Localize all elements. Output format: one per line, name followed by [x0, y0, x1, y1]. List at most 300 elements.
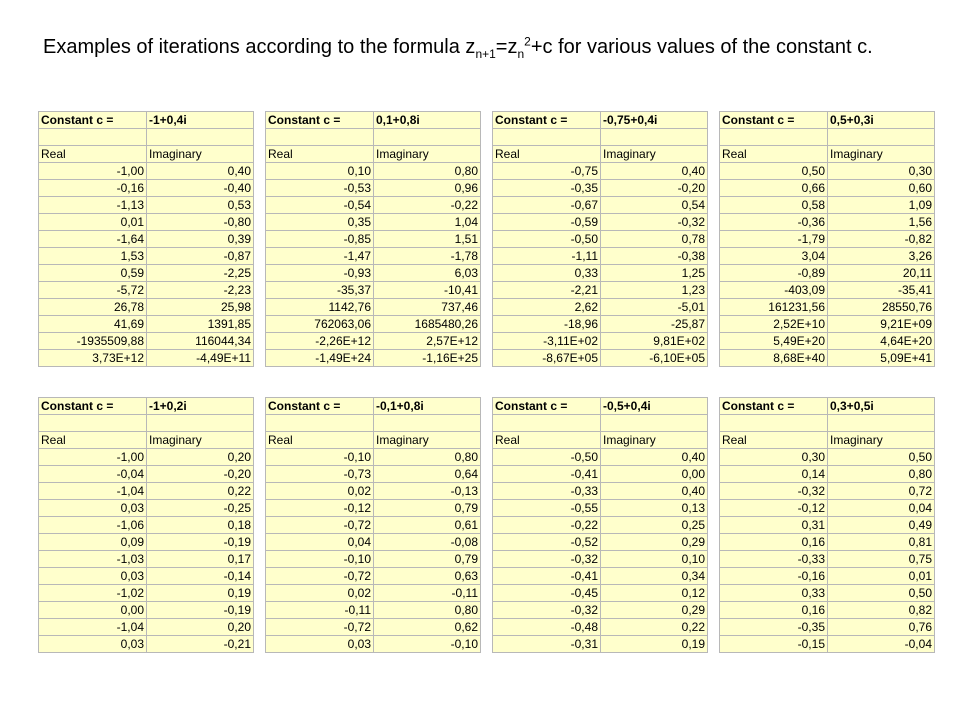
imaginary-value-cell[interactable]: 0,00 — [601, 466, 708, 483]
real-value-cell[interactable]: -8,67E+05 — [493, 350, 601, 367]
real-value-cell[interactable]: -0,16 — [720, 568, 828, 585]
imaginary-value-cell[interactable]: 28550,76 — [828, 299, 935, 316]
imaginary-value-cell[interactable]: 2,57E+12 — [374, 333, 481, 350]
real-value-cell[interactable]: -0,10 — [266, 449, 374, 466]
imaginary-value-cell[interactable]: 0,80 — [374, 449, 481, 466]
real-value-cell[interactable]: -0,31 — [493, 636, 601, 653]
real-value-cell[interactable]: -403,09 — [720, 282, 828, 299]
real-value-cell[interactable]: 0,14 — [720, 466, 828, 483]
imaginary-value-cell[interactable]: 0,78 — [601, 231, 708, 248]
real-value-cell[interactable]: 0,01 — [39, 214, 147, 231]
table-row — [493, 466, 708, 483]
imaginary-value-cell[interactable]: -5,01 — [601, 299, 708, 316]
table-row — [720, 636, 935, 653]
table-row — [493, 585, 708, 602]
table-row — [39, 483, 254, 500]
imaginary-value-cell[interactable]: 0,82 — [828, 602, 935, 619]
imaginary-header-cell[interactable]: Imaginary — [147, 432, 254, 449]
constant-value-cell[interactable]: -1+0,4i — [147, 112, 254, 129]
real-value-cell[interactable]: 0,10 — [266, 163, 374, 180]
imaginary-value-cell[interactable]: 0,40 — [147, 163, 254, 180]
real-value-cell[interactable]: 8,68E+40 — [720, 350, 828, 367]
imaginary-value-cell[interactable]: 0,40 — [601, 449, 708, 466]
imaginary-value-cell[interactable]: 5,09E+41 — [828, 350, 935, 367]
real-value-cell[interactable]: 0,16 — [720, 534, 828, 551]
imaginary-value-cell[interactable]: 9,21E+09 — [828, 316, 935, 333]
real-value-cell[interactable]: 26,78 — [39, 299, 147, 316]
imaginary-value-cell[interactable]: -2,25 — [147, 265, 254, 282]
real-value-cell[interactable]: -0,32 — [720, 483, 828, 500]
table-row — [720, 248, 935, 265]
real-value-cell[interactable]: -1,47 — [266, 248, 374, 265]
imaginary-value-cell[interactable]: -0,82 — [828, 231, 935, 248]
imaginary-value-cell[interactable]: 0,40 — [601, 163, 708, 180]
empty-cell[interactable] — [493, 415, 601, 432]
imaginary-value-cell[interactable]: 0,80 — [374, 602, 481, 619]
imaginary-value-cell[interactable]: 0,25 — [601, 517, 708, 534]
real-value-cell[interactable]: 0,50 — [720, 163, 828, 180]
real-value-cell[interactable]: 3,04 — [720, 248, 828, 265]
real-header-cell[interactable]: Real — [39, 146, 147, 163]
table-row — [493, 500, 708, 517]
imaginary-value-cell[interactable]: 0,22 — [601, 619, 708, 636]
imaginary-value-cell[interactable]: -0,25 — [147, 500, 254, 517]
real-value-cell[interactable]: 0,03 — [39, 636, 147, 653]
table-row — [39, 163, 254, 180]
real-value-cell[interactable]: 0,59 — [39, 265, 147, 282]
imaginary-value-cell[interactable]: 0,60 — [828, 180, 935, 197]
imaginary-value-cell[interactable]: 3,26 — [828, 248, 935, 265]
imaginary-value-cell[interactable]: 0,64 — [374, 466, 481, 483]
table-row — [39, 214, 254, 231]
constant-label-cell[interactable]: Constant c = — [720, 398, 828, 415]
imaginary-value-cell[interactable]: 0,29 — [601, 534, 708, 551]
imaginary-value-cell[interactable]: -4,49E+11 — [147, 350, 254, 367]
imaginary-value-cell[interactable]: 0,50 — [828, 585, 935, 602]
real-value-cell[interactable]: -0,50 — [493, 231, 601, 248]
constant-value-cell[interactable]: 0,1+0,8i — [374, 112, 481, 129]
constant-value-cell[interactable]: -0,5+0,4i — [601, 398, 708, 415]
constant-row — [720, 398, 935, 415]
table-row — [39, 449, 254, 466]
imaginary-value-cell[interactable]: 0,63 — [374, 568, 481, 585]
real-value-cell[interactable]: -0,33 — [493, 483, 601, 500]
imaginary-value-cell[interactable]: 4,64E+20 — [828, 333, 935, 350]
real-value-cell[interactable]: -1,06 — [39, 517, 147, 534]
real-value-cell[interactable]: -1,64 — [39, 231, 147, 248]
imaginary-value-cell[interactable]: -0,11 — [374, 585, 481, 602]
imaginary-value-cell[interactable]: -0,21 — [147, 636, 254, 653]
constant-label-cell[interactable]: Constant c = — [39, 398, 147, 415]
imaginary-header-cell[interactable]: Imaginary — [828, 432, 935, 449]
real-value-cell[interactable]: -0,11 — [266, 602, 374, 619]
table-row — [39, 534, 254, 551]
table-row — [39, 180, 254, 197]
real-value-cell[interactable]: -2,21 — [493, 282, 601, 299]
real-value-cell[interactable]: -1,00 — [39, 449, 147, 466]
imaginary-value-cell[interactable]: -25,87 — [601, 316, 708, 333]
real-value-cell[interactable]: -0,59 — [493, 214, 601, 231]
real-value-cell[interactable]: -0,32 — [493, 551, 601, 568]
real-value-cell[interactable]: -0,72 — [266, 517, 374, 534]
imaginary-value-cell[interactable]: -2,23 — [147, 282, 254, 299]
imaginary-value-cell[interactable]: 0,53 — [147, 197, 254, 214]
constant-row — [39, 112, 254, 129]
imaginary-value-cell[interactable]: 0,80 — [374, 163, 481, 180]
imaginary-header-cell[interactable]: Imaginary — [147, 146, 254, 163]
imaginary-value-cell[interactable]: 0,75 — [828, 551, 935, 568]
real-value-cell[interactable]: 0,02 — [266, 483, 374, 500]
imaginary-value-cell[interactable]: 1,23 — [601, 282, 708, 299]
real-value-cell[interactable]: -1,79 — [720, 231, 828, 248]
table-row — [720, 333, 935, 350]
empty-cell[interactable] — [828, 415, 935, 432]
imaginary-value-cell[interactable]: 1,51 — [374, 231, 481, 248]
imaginary-value-cell[interactable]: -1,16E+25 — [374, 350, 481, 367]
real-value-cell[interactable]: -5,72 — [39, 282, 147, 299]
imaginary-value-cell[interactable]: 0,34 — [601, 568, 708, 585]
iteration-table — [38, 397, 254, 653]
table-row — [720, 231, 935, 248]
real-value-cell[interactable]: -1,49E+24 — [266, 350, 374, 367]
imaginary-value-cell[interactable]: -0,19 — [147, 602, 254, 619]
real-value-cell[interactable]: 0,02 — [266, 585, 374, 602]
constant-value-cell[interactable]: -0,1+0,8i — [374, 398, 481, 415]
imaginary-value-cell[interactable]: 1,25 — [601, 265, 708, 282]
empty-cell[interactable] — [147, 129, 254, 146]
table-row — [39, 231, 254, 248]
column-header-row — [39, 432, 254, 449]
table-row — [720, 197, 935, 214]
real-value-cell[interactable]: -0,72 — [266, 619, 374, 636]
empty-cell[interactable] — [39, 415, 147, 432]
iteration-table — [265, 111, 481, 367]
real-value-cell[interactable]: -0,67 — [493, 197, 601, 214]
imaginary-value-cell[interactable]: 0,80 — [828, 466, 935, 483]
imaginary-value-cell[interactable]: 1,09 — [828, 197, 935, 214]
table-row — [266, 350, 481, 367]
real-value-cell[interactable]: 0,30 — [720, 449, 828, 466]
real-header-cell[interactable]: Real — [493, 432, 601, 449]
imaginary-value-cell[interactable]: -0,87 — [147, 248, 254, 265]
real-value-cell[interactable]: -0,12 — [266, 500, 374, 517]
empty-cell[interactable] — [147, 415, 254, 432]
real-header-cell[interactable]: Real — [39, 432, 147, 449]
real-value-cell[interactable]: -0,53 — [266, 180, 374, 197]
imaginary-header-cell[interactable]: Imaginary — [374, 432, 481, 449]
imaginary-value-cell[interactable]: 0,13 — [601, 500, 708, 517]
real-value-cell[interactable]: 0,35 — [266, 214, 374, 231]
real-value-cell[interactable]: -0,41 — [493, 466, 601, 483]
table-row — [720, 282, 935, 299]
real-value-cell[interactable]: 0,33 — [493, 265, 601, 282]
real-header-cell[interactable]: Real — [266, 432, 374, 449]
iteration-table — [38, 111, 254, 367]
constant-value-cell[interactable]: 0,5+0,3i — [828, 112, 935, 129]
constant-value-cell[interactable]: -1+0,2i — [147, 398, 254, 415]
imaginary-value-cell[interactable]: 25,98 — [147, 299, 254, 316]
constant-value-cell[interactable]: -0,75+0,4i — [601, 112, 708, 129]
real-value-cell[interactable]: -0,89 — [720, 265, 828, 282]
iteration-table — [492, 397, 708, 653]
real-value-cell[interactable]: -1,03 — [39, 551, 147, 568]
real-value-cell[interactable]: -1935509,88 — [39, 333, 147, 350]
imaginary-value-cell[interactable]: -35,41 — [828, 282, 935, 299]
real-value-cell[interactable]: -35,37 — [266, 282, 374, 299]
empty-cell[interactable] — [266, 415, 374, 432]
imaginary-value-cell[interactable]: 0,10 — [601, 551, 708, 568]
imaginary-value-cell[interactable]: 6,03 — [374, 265, 481, 282]
empty-cell[interactable] — [601, 129, 708, 146]
imaginary-value-cell[interactable]: -0,14 — [147, 568, 254, 585]
table-row — [493, 180, 708, 197]
imaginary-value-cell[interactable]: -0,10 — [374, 636, 481, 653]
empty-cell[interactable] — [601, 415, 708, 432]
imaginary-value-cell[interactable]: 0,49 — [828, 517, 935, 534]
imaginary-value-cell[interactable]: -0,19 — [147, 534, 254, 551]
iteration-table — [719, 397, 935, 653]
imaginary-value-cell[interactable]: 0,22 — [147, 483, 254, 500]
real-value-cell[interactable]: 762063,06 — [266, 316, 374, 333]
real-value-cell[interactable]: -1,02 — [39, 585, 147, 602]
imaginary-value-cell[interactable]: -0,38 — [601, 248, 708, 265]
column-header-row — [720, 146, 935, 163]
real-value-cell[interactable]: -0,72 — [266, 568, 374, 585]
imaginary-value-cell[interactable]: 0,79 — [374, 500, 481, 517]
imaginary-value-cell[interactable]: 0,29 — [601, 602, 708, 619]
imaginary-value-cell[interactable]: -0,22 — [374, 197, 481, 214]
real-value-cell[interactable]: -1,00 — [39, 163, 147, 180]
table-row — [266, 585, 481, 602]
real-value-cell[interactable]: -0,35 — [720, 619, 828, 636]
table-row — [720, 466, 935, 483]
real-value-cell[interactable]: 5,49E+20 — [720, 333, 828, 350]
imaginary-value-cell[interactable]: 0,20 — [147, 449, 254, 466]
real-value-cell[interactable]: 3,73E+12 — [39, 350, 147, 367]
real-header-cell[interactable]: Real — [720, 146, 828, 163]
real-value-cell[interactable]: -0,10 — [266, 551, 374, 568]
empty-row — [266, 415, 481, 432]
imaginary-value-cell[interactable]: 1391,85 — [147, 316, 254, 333]
imaginary-value-cell[interactable]: 0,01 — [828, 568, 935, 585]
constant-label-cell[interactable]: Constant c = — [493, 398, 601, 415]
table-row — [266, 466, 481, 483]
real-value-cell[interactable]: 0,03 — [39, 500, 147, 517]
table-row — [493, 350, 708, 367]
table-row — [266, 500, 481, 517]
imaginary-value-cell[interactable]: -0,13 — [374, 483, 481, 500]
constant-value-cell[interactable]: 0,3+0,5i — [828, 398, 935, 415]
real-value-cell[interactable]: -0,35 — [493, 180, 601, 197]
imaginary-value-cell[interactable]: 0,30 — [828, 163, 935, 180]
table-row — [39, 602, 254, 619]
imaginary-value-cell[interactable]: 1,04 — [374, 214, 481, 231]
empty-cell[interactable] — [720, 415, 828, 432]
imaginary-value-cell[interactable]: 0,12 — [601, 585, 708, 602]
imaginary-value-cell[interactable]: 737,46 — [374, 299, 481, 316]
real-value-cell[interactable]: 2,52E+10 — [720, 316, 828, 333]
real-value-cell[interactable]: -0,04 — [39, 466, 147, 483]
imaginary-value-cell[interactable]: 0,54 — [601, 197, 708, 214]
table-row — [720, 534, 935, 551]
real-value-cell[interactable]: -0,73 — [266, 466, 374, 483]
imaginary-value-cell[interactable]: -1,78 — [374, 248, 481, 265]
imaginary-value-cell[interactable]: 0,72 — [828, 483, 935, 500]
table-row — [720, 299, 935, 316]
real-value-cell[interactable]: -0,55 — [493, 500, 601, 517]
table-row — [266, 248, 481, 265]
real-header-cell[interactable]: Real — [266, 146, 374, 163]
real-value-cell[interactable]: -0,16 — [39, 180, 147, 197]
imaginary-value-cell[interactable]: 0,96 — [374, 180, 481, 197]
imaginary-value-cell[interactable]: 0,81 — [828, 534, 935, 551]
imaginary-value-cell[interactable]: 0,50 — [828, 449, 935, 466]
imaginary-value-cell[interactable]: -0,20 — [601, 180, 708, 197]
table-row — [493, 333, 708, 350]
heading-text: =z — [495, 36, 518, 58]
empty-cell[interactable] — [720, 129, 828, 146]
imaginary-value-cell[interactable]: 0,76 — [828, 619, 935, 636]
imaginary-value-cell[interactable]: 0,18 — [147, 517, 254, 534]
real-value-cell[interactable]: -0,33 — [720, 551, 828, 568]
imaginary-value-cell[interactable]: 0,79 — [374, 551, 481, 568]
empty-cell[interactable] — [374, 415, 481, 432]
imaginary-value-cell[interactable]: 20,11 — [828, 265, 935, 282]
real-value-cell[interactable]: 41,69 — [39, 316, 147, 333]
imaginary-value-cell[interactable]: 0,62 — [374, 619, 481, 636]
real-value-cell[interactable]: 0,04 — [266, 534, 374, 551]
empty-cell[interactable] — [493, 129, 601, 146]
iteration-table — [492, 111, 708, 367]
real-value-cell[interactable]: -0,12 — [720, 500, 828, 517]
column-header-row — [266, 146, 481, 163]
imaginary-value-cell[interactable]: 0,17 — [147, 551, 254, 568]
imaginary-value-cell[interactable]: -0,04 — [828, 636, 935, 653]
real-value-cell[interactable]: -2,26E+12 — [266, 333, 374, 350]
constant-label-cell[interactable]: Constant c = — [493, 112, 601, 129]
empty-cell[interactable] — [374, 129, 481, 146]
empty-row — [720, 129, 935, 146]
empty-cell[interactable] — [266, 129, 374, 146]
constant-label-cell[interactable]: Constant c = — [266, 398, 374, 415]
real-value-cell[interactable]: -0,45 — [493, 585, 601, 602]
constant-label-cell[interactable]: Constant c = — [39, 112, 147, 129]
imaginary-header-cell[interactable]: Imaginary — [828, 146, 935, 163]
imaginary-value-cell[interactable]: -0,40 — [147, 180, 254, 197]
real-value-cell[interactable]: 1,53 — [39, 248, 147, 265]
imaginary-value-cell[interactable]: 116044,34 — [147, 333, 254, 350]
table-row — [266, 299, 481, 316]
constant-row — [266, 112, 481, 129]
real-value-cell[interactable]: -18,96 — [493, 316, 601, 333]
real-value-cell[interactable]: -1,04 — [39, 483, 147, 500]
imaginary-value-cell[interactable]: 0,04 — [828, 500, 935, 517]
table-row — [493, 248, 708, 265]
empty-row — [266, 129, 481, 146]
imaginary-header-cell[interactable]: Imaginary — [601, 146, 708, 163]
real-value-cell[interactable]: -0,41 — [493, 568, 601, 585]
table-row — [720, 483, 935, 500]
imaginary-value-cell[interactable]: 1,56 — [828, 214, 935, 231]
imaginary-value-cell[interactable]: -0,80 — [147, 214, 254, 231]
real-value-cell[interactable]: -0,52 — [493, 534, 601, 551]
real-value-cell[interactable]: -0,50 — [493, 449, 601, 466]
table-row — [266, 449, 481, 466]
table-row — [720, 180, 935, 197]
table-row — [39, 333, 254, 350]
real-value-cell[interactable]: -1,13 — [39, 197, 147, 214]
real-value-cell[interactable]: -0,15 — [720, 636, 828, 653]
real-value-cell[interactable]: -1,04 — [39, 619, 147, 636]
table-row — [720, 500, 935, 517]
real-value-cell[interactable]: 0,66 — [720, 180, 828, 197]
imaginary-value-cell[interactable]: 0,19 — [601, 636, 708, 653]
imaginary-value-cell[interactable]: -10,41 — [374, 282, 481, 299]
real-value-cell[interactable]: -1,11 — [493, 248, 601, 265]
real-value-cell[interactable]: -0,32 — [493, 602, 601, 619]
empty-cell[interactable] — [39, 129, 147, 146]
imaginary-value-cell[interactable]: 0,19 — [147, 585, 254, 602]
constant-label-cell[interactable]: Constant c = — [266, 112, 374, 129]
imaginary-header-cell[interactable]: Imaginary — [601, 432, 708, 449]
table-row — [39, 551, 254, 568]
real-header-cell[interactable]: Real — [493, 146, 601, 163]
imaginary-value-cell[interactable]: -0,20 — [147, 466, 254, 483]
iteration-table — [719, 111, 935, 367]
real-value-cell[interactable]: 0,33 — [720, 585, 828, 602]
real-value-cell[interactable]: -0,85 — [266, 231, 374, 248]
table-row — [39, 636, 254, 653]
real-value-cell[interactable]: -0,22 — [493, 517, 601, 534]
real-header-cell[interactable]: Real — [720, 432, 828, 449]
imaginary-value-cell[interactable]: 1685480,26 — [374, 316, 481, 333]
real-value-cell[interactable]: -0,75 — [493, 163, 601, 180]
table-row — [266, 619, 481, 636]
table-row — [39, 585, 254, 602]
table-row — [493, 619, 708, 636]
empty-row — [39, 129, 254, 146]
imaginary-value-cell[interactable]: 9,81E+02 — [601, 333, 708, 350]
imaginary-header-cell[interactable]: Imaginary — [374, 146, 481, 163]
imaginary-value-cell[interactable]: 0,61 — [374, 517, 481, 534]
imaginary-value-cell[interactable]: 0,40 — [601, 483, 708, 500]
real-value-cell[interactable]: 161231,56 — [720, 299, 828, 316]
real-value-cell[interactable]: -0,54 — [266, 197, 374, 214]
real-value-cell[interactable]: 0,09 — [39, 534, 147, 551]
table-row — [266, 333, 481, 350]
real-value-cell[interactable]: -3,11E+02 — [493, 333, 601, 350]
real-value-cell[interactable]: 2,62 — [493, 299, 601, 316]
real-value-cell[interactable]: 0,31 — [720, 517, 828, 534]
imaginary-value-cell[interactable]: 0,20 — [147, 619, 254, 636]
real-value-cell[interactable]: 0,16 — [720, 602, 828, 619]
table-row — [720, 551, 935, 568]
real-value-cell[interactable]: -0,48 — [493, 619, 601, 636]
imaginary-value-cell[interactable]: -0,08 — [374, 534, 481, 551]
real-value-cell[interactable]: 1142,76 — [266, 299, 374, 316]
imaginary-value-cell[interactable]: 0,39 — [147, 231, 254, 248]
real-value-cell[interactable]: 0,00 — [39, 602, 147, 619]
real-value-cell[interactable]: 0,03 — [39, 568, 147, 585]
imaginary-value-cell[interactable]: -6,10E+05 — [601, 350, 708, 367]
constant-label-cell[interactable]: Constant c = — [720, 112, 828, 129]
empty-cell[interactable] — [828, 129, 935, 146]
real-value-cell[interactable]: 0,03 — [266, 636, 374, 653]
real-value-cell[interactable]: -0,93 — [266, 265, 374, 282]
imaginary-value-cell[interactable]: -0,32 — [601, 214, 708, 231]
real-value-cell[interactable]: 0,58 — [720, 197, 828, 214]
real-value-cell[interactable]: -0,36 — [720, 214, 828, 231]
